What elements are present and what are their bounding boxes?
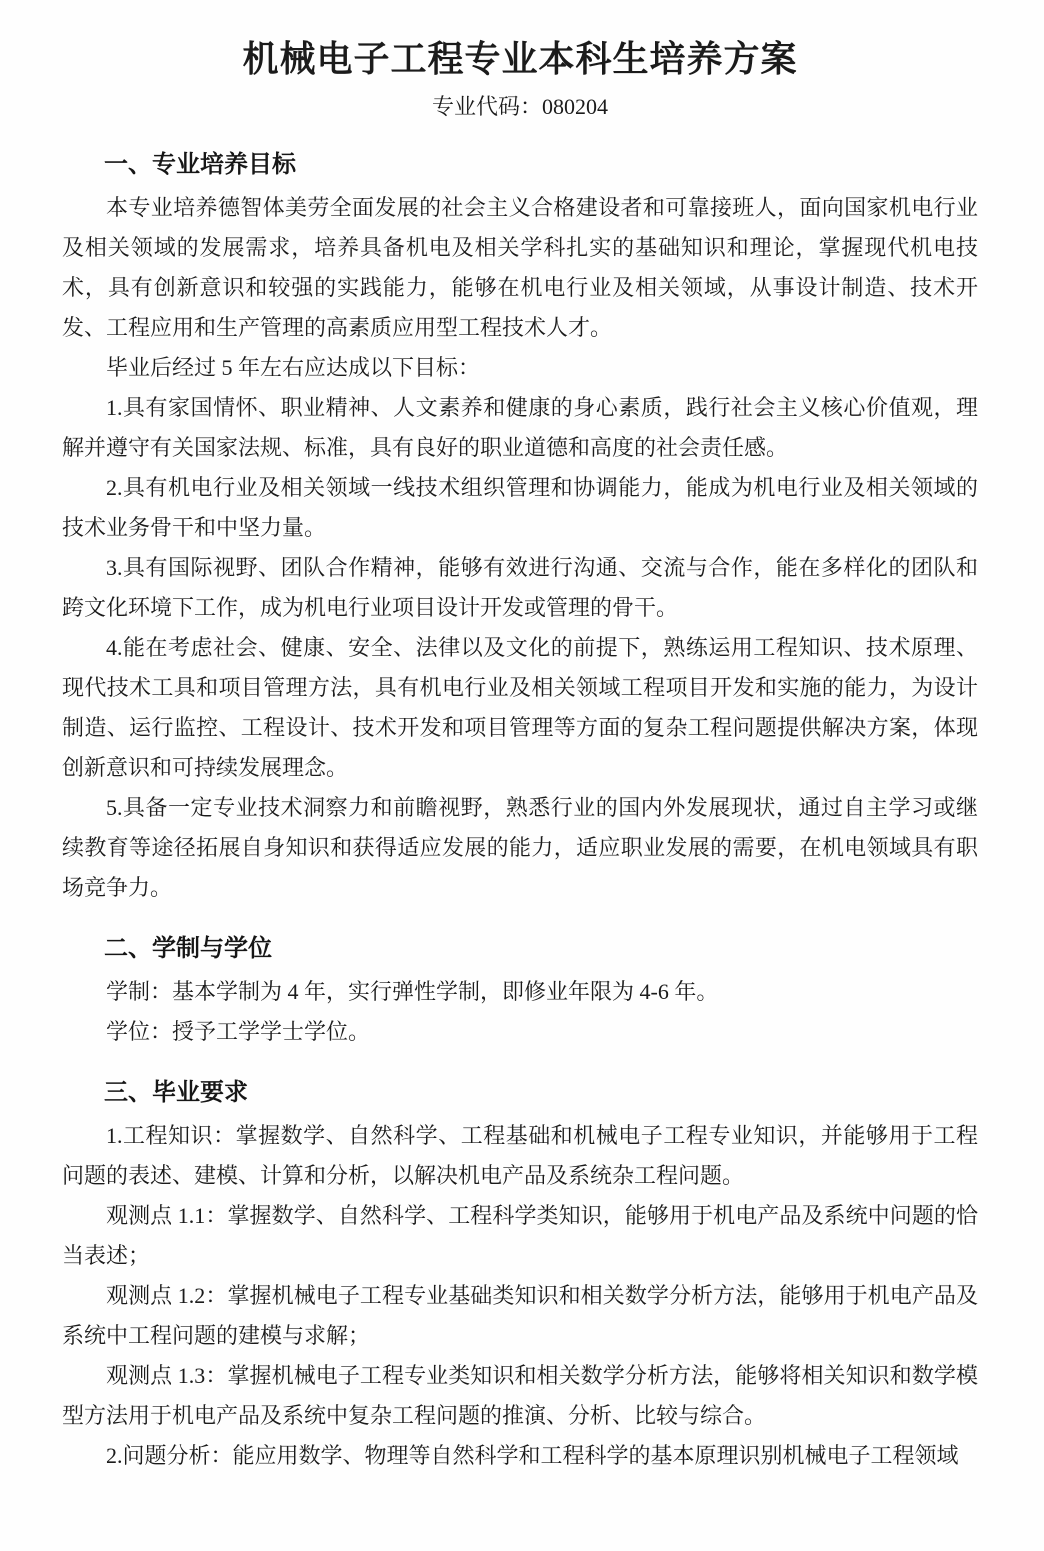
paragraph: 学制：基本学制为 4 年，实行弹性学制，即修业年限为 4-6 年。 — [106, 979, 719, 1004]
paragraph: 学位：授予工学学士学位。 — [106, 1019, 371, 1044]
paragraph: 本专业培养德智体美劳全面发展的社会主义合格建设者和可靠接班人，面向国家机电行业及相关领域的发展需求，培养具备机电及相关学科扎实的基础知识和理论，掌握现代机电技术，具有创新意识和较强的实践能力，能够在机电行业及相关领域，从事设计制造、技术开发、工程应用和生产管理的高素质应用型工程技术人才。 — [62, 195, 978, 340]
paragraph: 1.具有家国情怀、职业精神、人文素养和健康的身心素质，践行社会主义核心价值观，理解并遵守有关国家法规、标准，具有良好的职业道德和高度的社会责任感。 — [62, 395, 978, 460]
major-code-subtitle: 专业代码：080204 — [431, 94, 608, 119]
section-schooling-and-degree — [62, 932, 978, 1052]
section-heading-1: 一、专业培养目标 — [104, 151, 296, 178]
paragraph: 2.问题分析：能应用数学、物理等自然科学和工程科学的基本原理识别机械电子工程领域 — [106, 1443, 959, 1468]
paragraph: 3.具有国际视野、团队合作精神，能够有效进行沟通、交流与合作，能在多样化的团队和跨文化环境下工作，成为机电行业项目设计开发或管理的骨干。 — [62, 555, 978, 620]
section-training-objectives — [62, 148, 978, 908]
paragraph: 观测点 1.2：掌握机械电子工程专业基础类知识和相关数学分析方法，能够用于机电产品及系统中工程问题的建模与求解； — [62, 1283, 978, 1348]
paragraph: 4.能在考虑社会、健康、安全、法律以及文化的前提下，熟练运用工程知识、技术原理、现代技术工具和项目管理方法，具有机电行业及相关领域工程项目开发和实施的能力，为设计制造、运行监控、工程设计、技术开发和项目管理等方面的复杂工程问题提供解决方案，体现创新意识和可持续发展理念。 — [62, 635, 978, 780]
paragraph: 观测点 1.3：掌握机械电子工程专业类知识和相关数学分析方法，能够将相关知识和数学模型方法用于机电产品及系统中复杂工程问题的推演、分析、比较与综合。 — [62, 1363, 978, 1428]
page-title: 机械电子工程专业本科生培养方案 — [242, 39, 798, 79]
section-heading-2: 二、学制与学位 — [104, 935, 272, 962]
section-graduation-requirements — [62, 1076, 978, 1476]
paragraph: 5.具备一定专业技术洞察力和前瞻视野，熟悉行业的国内外发展现状，通过自主学习或继续教育等途径拓展自身知识和获得适应发展的能力，适应职业发展的需要，在机电领域具有职场竞争力。 — [62, 795, 978, 900]
section-heading-3: 三、毕业要求 — [104, 1079, 248, 1106]
paragraph: 观测点 1.1：掌握数学、自然科学、工程科学类知识，能够用于机电产品及系统中问题的恰当表述； — [62, 1203, 978, 1268]
paragraph: 1.工程知识：掌握数学、自然科学、工程基础和机械电子工程专业知识，并能够用于工程问题的表述、建模、计算和分析，以解决机电产品及系统杂工程问题。 — [62, 1123, 978, 1188]
paragraph: 毕业后经过 5 年左右应达成以下目标： — [106, 355, 481, 380]
paragraph: 2.具有机电行业及相关领域一线技术组织管理和协调能力，能成为机电行业及相关领域的技术业务骨干和中坚力量。 — [62, 475, 978, 540]
